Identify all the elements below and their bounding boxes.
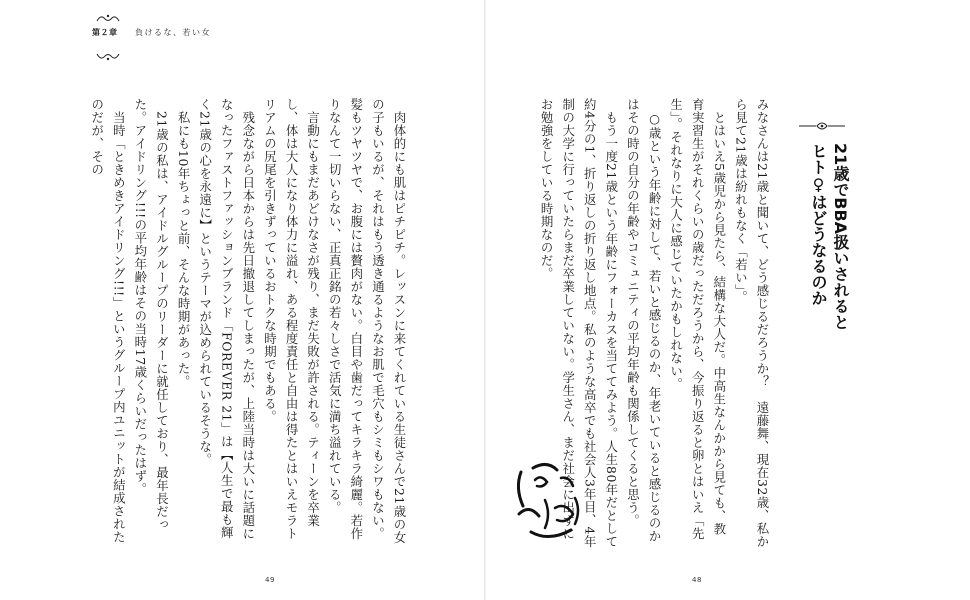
chapter-label: 第２章 <box>92 28 118 37</box>
body-text-left <box>89 98 410 548</box>
header-ornament-bottom-icon <box>95 52 121 62</box>
paragraph: 当時「ときめきアイドリング!!!」というグループ内ユニットが結成されたのだが、その <box>89 98 127 544</box>
face-doodle-icon <box>511 458 585 544</box>
section-heading-line: 21歳でBBA扱いされると <box>831 143 850 331</box>
paragraph: 言動にもまだあどけなさが残り、まだ失敗が許される。ティーンを卒業し、体は大人になり体力に溢れ、ある程度責任と自由は得たとはいえモラトリアムの尻尾を引きずっているおトクな時期でもある。 <box>262 98 321 540</box>
paragraph: もう一度21歳という年齢にフォーカスを当ててみよう。人生80年だとして約4分の1、折り返しの折り返し地点。私のような高卒でも社会人3年目、4年制の大学に行っていたらまだ卒業していない。学生さん、まだ社会に出ずにお勉強をしている時期なのだ。 <box>539 98 619 548</box>
chapter-title: 負けるな、若い女 <box>135 28 211 37</box>
paragraph: みなさんは21歳と聞いて、どう感じるだろうか？ 遠藤舞、現在32歳、私から見て21歳は紛れもなく「若い」。 <box>733 98 770 548</box>
paragraph: ○歳という年齢に対して、若いと感じるのか、年老いていると感じるのかはその時の自分の年齢やコミュニティの平均年齢も関係してくると思う。 <box>625 98 663 543</box>
right-page <box>485 0 970 600</box>
paragraph: 私にも10年ちょっと前、そんな時期があった。 <box>176 98 192 388</box>
page-number: 49 <box>265 576 275 584</box>
paragraph: 21歳の私は、アイドルグループのリーダーに就任しており、最年長だった。アイドリング!!!の平均年齢はその当時17歳くらいだったはず。 <box>132 98 170 531</box>
heading-ornament-icon <box>799 120 845 132</box>
page-number: 48 <box>692 576 702 584</box>
paragraph: とはいえ5歳児から見たら、結構な大人だ。中高生なんかから見ても、教育実習生がそれくらいの歳だっただろうから、今振り返ると卵とはいえ「先生」。それなりに大人に感じていたかもしれない。 <box>668 98 727 540</box>
section-heading-line: ヒト♀はどうなるのか <box>809 143 828 306</box>
paragraph: 残念ながら日本からは先日撤退してしまったが、上陸当時は大いに話題になったファストファッションブランド「FOREVER 21」は【人生で最も輝く21歳の心を永遠に】というテーマが込められているそうな。 <box>197 98 256 540</box>
paragraph: 肉体的にも肌はピチピチ。レッスンに来てくれている生徒さんで21歳の女の子もいるが、それはもう透き通るようなお肌で毛穴もシミもシワもない。髪もツヤツヤで、お腹には贅肉がない。白目や歯だってキラキラ綺麗。若作りなんて一切いらない、正真正銘の若々しさで活気に満ち溢れている。 <box>327 98 407 544</box>
header-ornament-icon <box>95 13 121 23</box>
section-heading <box>791 143 851 343</box>
